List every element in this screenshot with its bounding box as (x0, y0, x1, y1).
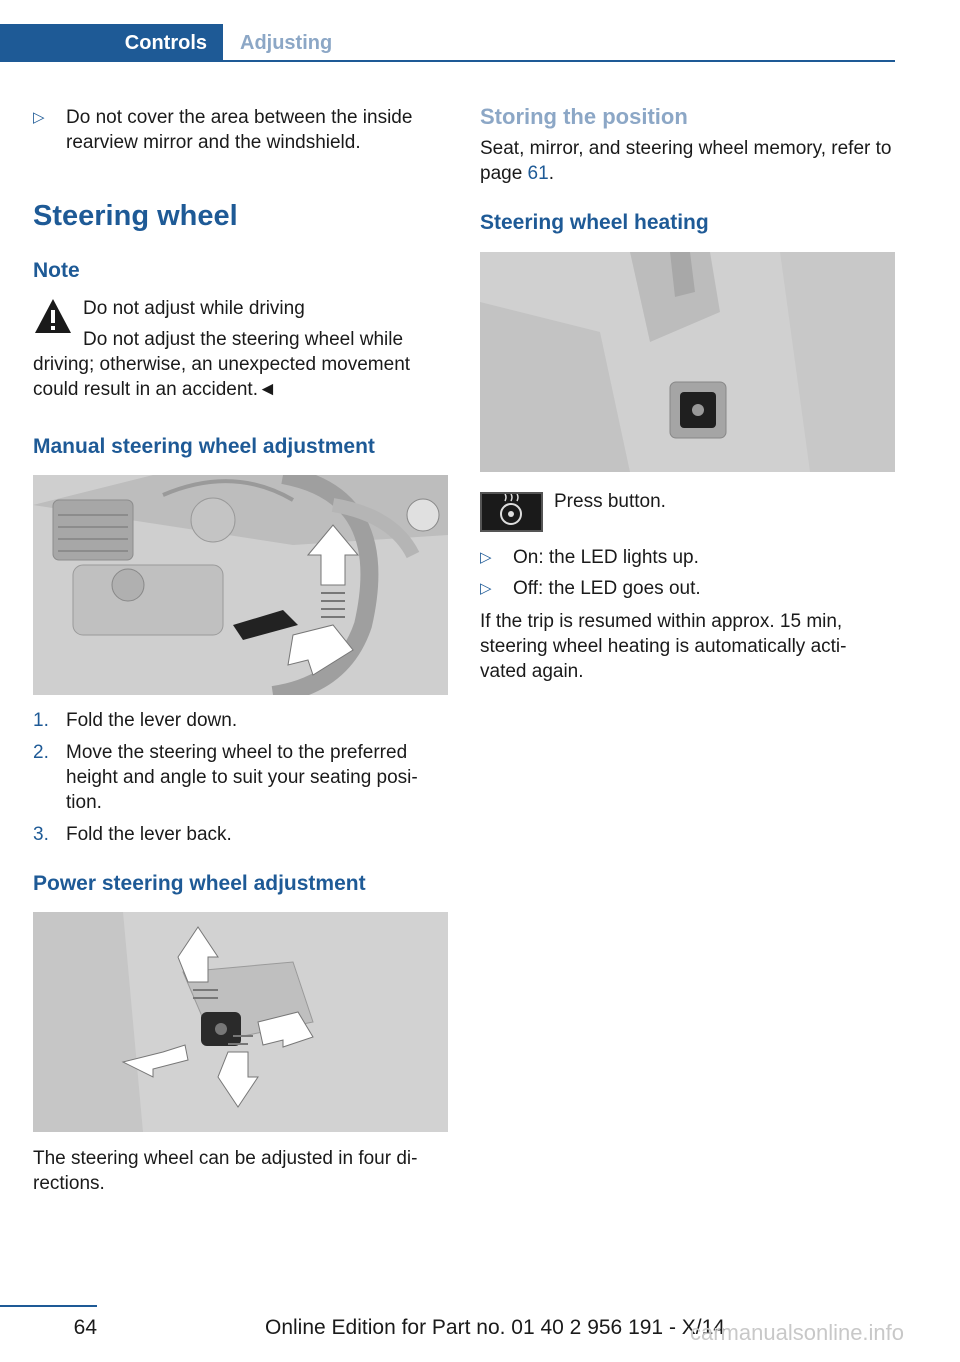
list-item: ▷ Do not cover the area between the inside rearview mirror and the windshield. (33, 107, 413, 153)
resume-text: If the trip is resumed within approx. 15 min, steering wheel heating is automatically acti‐ vated again. (480, 611, 847, 682)
manual-adjustment-heading: Manual steering wheel adjustment (33, 435, 375, 458)
triangle-right-icon: ▷ (33, 109, 45, 126)
tab-adjusting[interactable]: Adjusting (240, 31, 333, 54)
triangle-right-icon: ▷ (480, 549, 492, 566)
note-text-line: Do not adjust the steering wheel while (83, 329, 404, 350)
tab-controls[interactable]: Controls (0, 24, 223, 62)
page-link[interactable]: 61 (527, 163, 549, 184)
page-number-rule (0, 1305, 97, 1307)
press-button-text: Press button. (554, 491, 666, 512)
list-item: ▷ Off: the LED goes out. (480, 578, 701, 599)
storing-heading: Storing the position (480, 104, 688, 129)
header-tab-bar (0, 24, 895, 62)
page-number: 64 (73, 1316, 97, 1339)
triangle-right-icon: ▷ (480, 580, 492, 597)
power-adjustment-illustration (33, 912, 448, 1132)
note-title: Do not adjust while driving (83, 298, 305, 319)
power-adjustment-heading: Power steering wheel adjustment (33, 872, 366, 895)
note-heading: Note (33, 259, 80, 282)
list-item: ▷ On: the LED lights up. (480, 547, 699, 568)
warning-triangle-icon (33, 296, 73, 336)
power-adjustment-text: The steering wheel can be adjusted in four di‐ rections. (33, 1148, 418, 1194)
note-text-line: driving; otherwise, an unexpected movement (33, 354, 411, 375)
list-item: 2. Move the steering wheel to the preferred height and angle to suit your seating posi‐ tion. (33, 742, 418, 813)
list-item: 3. Fold the lever back. (33, 824, 232, 845)
steering-wheel-heating-icon[interactable] (480, 492, 543, 532)
manual-adjustment-illustration (33, 475, 448, 695)
note-text-line: could result in an accident.◄ (33, 379, 277, 400)
edition-text: Online Edition for Part no. 01 40 2 956 191 - X/14 (265, 1316, 725, 1339)
list-item: 1. Fold the lever down. (33, 710, 238, 731)
steering-wheel-heating-illustration (480, 252, 895, 472)
storing-text: Seat, mirror, and steering wheel memory, refer to page 61. (480, 138, 892, 184)
heating-heading: Steering wheel heating (480, 211, 709, 234)
section-title: Steering wheel (33, 200, 238, 232)
watermark: carmanualsonline.info (690, 1320, 905, 1345)
